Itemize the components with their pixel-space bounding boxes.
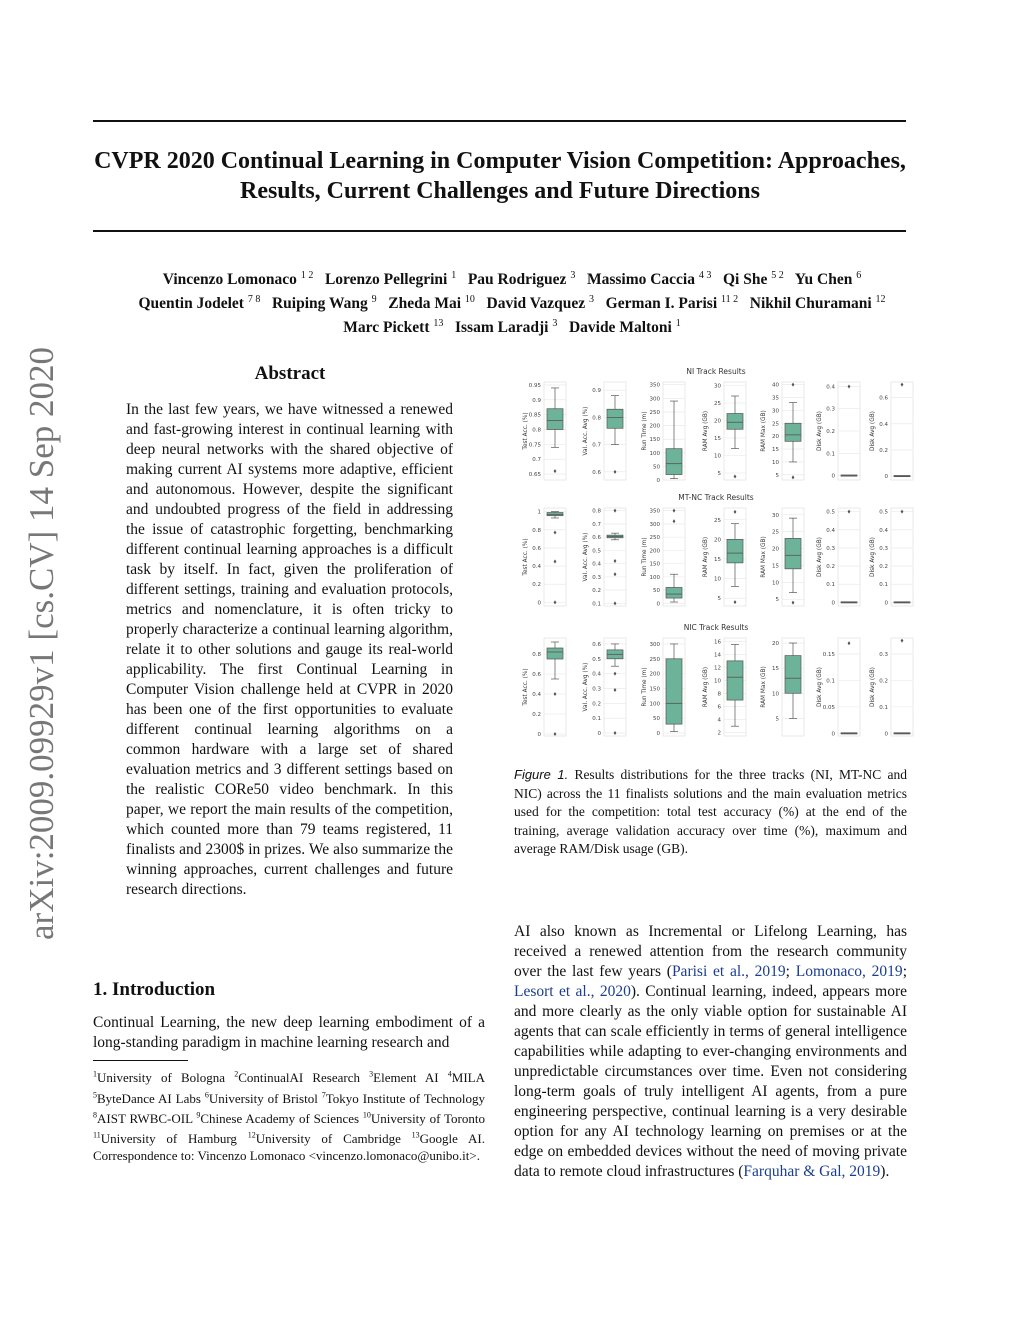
plot-area xyxy=(891,638,913,736)
tick-label: 15 xyxy=(714,436,721,442)
tick-label: 0 xyxy=(831,731,835,738)
tick-label: 5 xyxy=(775,597,779,604)
tick-label: 0.75 xyxy=(528,442,541,449)
tick-label: 10 xyxy=(714,678,721,685)
axis-label: RAM Avg (GB) xyxy=(703,666,709,708)
tick-label: 0.2 xyxy=(532,712,541,718)
axis-label: Run Time (m) xyxy=(642,537,648,577)
tick-label: 0 xyxy=(884,600,888,607)
author: Quentin Jodelet $^{7 8}$ xyxy=(138,294,261,313)
tick-label: 0.1 xyxy=(826,678,835,685)
tick-label: 0.8 xyxy=(532,652,541,658)
tick-label: 0.1 xyxy=(592,601,601,608)
tick-label: 0.4 xyxy=(826,527,835,534)
axis-label: Val. Acc. Avg (%) xyxy=(583,532,589,582)
affiliation: $^1$University of Bologna xyxy=(93,1070,235,1086)
tick-label: 20 xyxy=(714,418,721,425)
tick-label: 250 xyxy=(649,409,660,416)
affiliation: $^6$University of Bristol xyxy=(204,1090,322,1106)
box xyxy=(666,587,682,598)
tick-label: 0 xyxy=(656,601,660,608)
citation-link[interactable]: Lomonaco, 2019 xyxy=(795,963,903,980)
tick-label: 10 xyxy=(714,576,721,583)
top-rule xyxy=(93,120,906,122)
box xyxy=(727,414,743,430)
tick-label: 0.3 xyxy=(879,545,888,552)
tick-label: 0.1 xyxy=(879,582,888,589)
box xyxy=(785,423,801,441)
tick-label: 0 xyxy=(884,474,888,481)
tick-label: 100 xyxy=(649,574,660,581)
tick-label: 0.6 xyxy=(592,641,601,648)
tick-label: 15 xyxy=(714,556,721,563)
tick-label: 0 xyxy=(884,731,888,738)
affiliation: $^9$Chinese Academy of Sciences xyxy=(196,1110,363,1126)
axis-label: RAM Avg (GB) xyxy=(703,536,709,578)
tick-label: 0.85 xyxy=(528,412,541,419)
tick-label: 10 xyxy=(714,453,721,460)
tick-label: 15 xyxy=(772,666,779,673)
tick-label: 40 xyxy=(772,382,779,389)
plot-area xyxy=(838,638,860,736)
author-line-2 xyxy=(70,290,954,314)
tick-label: 150 xyxy=(649,437,660,444)
citation-link[interactable]: Parisi et al., 2019 xyxy=(671,963,786,980)
tick-label: 0 xyxy=(537,732,541,738)
tick-label: 0.6 xyxy=(879,395,888,402)
tick-label: 0.3 xyxy=(879,651,888,658)
axis-label: Test Acc. (%) xyxy=(523,668,529,706)
tick-label: 50 xyxy=(653,464,660,471)
tick-label: 0.2 xyxy=(826,564,835,571)
affiliation: $^4$MILA xyxy=(447,1070,485,1086)
tick-label: 200 xyxy=(649,548,660,555)
subplot-title: NIC Track Results xyxy=(683,623,749,632)
body-text: ). xyxy=(880,1163,890,1180)
tick-label: 15 xyxy=(772,447,779,454)
affiliation: $^8$AIST RWBC-OIL xyxy=(93,1110,197,1126)
tick-label: 0.8 xyxy=(532,527,541,534)
author: Massimo Caccia $^{4 3}$ xyxy=(586,270,712,289)
plot-area xyxy=(891,382,913,480)
tick-label: 0.8 xyxy=(532,427,541,434)
tick-label: 300 xyxy=(649,396,660,403)
tick-label: 0.2 xyxy=(879,447,888,454)
tick-label: 0.5 xyxy=(826,509,835,516)
author: Yu Chen $^6$ xyxy=(794,270,862,289)
tick-label: 0.6 xyxy=(532,672,541,678)
tick-label: 0.4 xyxy=(879,421,888,428)
axis-label: RAM Max (GB) xyxy=(761,666,767,708)
author: Lorenzo Pellegrini $^1$ xyxy=(324,270,457,289)
tick-label: 35 xyxy=(772,395,779,402)
tick-label: 30 xyxy=(714,383,721,390)
tick-label: 0.1 xyxy=(879,704,888,711)
axis-label: Test Acc. (%) xyxy=(523,412,529,450)
tick-label: 200 xyxy=(649,423,660,430)
tick-label: 0.9 xyxy=(532,397,541,404)
introduction-text: Continual Learning, the new deep learning embodiment of a long-standing paradigm in machine learning research and xyxy=(93,1014,485,1051)
title-bottom-rule xyxy=(93,230,906,232)
tick-label: 0.6 xyxy=(532,545,541,552)
tick-label: 0.7 xyxy=(592,442,601,449)
author: Pau Rodriguez $^3$ xyxy=(467,270,576,289)
tick-label: 0.8 xyxy=(592,415,601,422)
tick-label: 0.3 xyxy=(592,686,601,693)
tick-label: 25 xyxy=(772,529,779,536)
plot-area xyxy=(838,508,860,606)
box xyxy=(727,539,743,563)
tick-label: 0.4 xyxy=(532,692,541,698)
body-text: ). Continual learning, indeed, appears more and more clearly as the only viable option for sustainable AI agents that can scale efficiently in terms of general intelligence capabilities while adapting to ever-changing environments and unpredictable circumstances over time. Even not considering long-term goals of truly intelligent AI agents, from a pure engineering perspective, continual learning is a very desirable option for any AI technology learning on premises or at the edge on embedded devices without the need of moving private data to remote cloud infrastructures ( xyxy=(514,983,907,1180)
author: Vincenzo Lomonaco $^{1 2}$ xyxy=(162,270,314,289)
tick-label: 0.05 xyxy=(822,704,835,711)
tick-label: 16 xyxy=(714,639,721,646)
affiliation: $^5$ByteDance AI Labs xyxy=(93,1090,205,1106)
affiliation: $^3$Element AI xyxy=(369,1070,448,1086)
tick-label: 0.15 xyxy=(822,651,835,658)
axis-label: Val. Acc. Avg (%) xyxy=(583,406,589,456)
tick-label: 0.4 xyxy=(879,527,888,534)
tick-label: 15 xyxy=(772,563,779,570)
axis-label: Disk Avg (GB) xyxy=(817,537,823,577)
tick-label: 250 xyxy=(649,535,660,542)
tick-label: 1 xyxy=(537,509,541,516)
title-line-2: Results, Current Challenges and Future Directions xyxy=(239,178,760,204)
tick-label: 0.5 xyxy=(879,509,888,516)
tick-label: 0 xyxy=(656,731,660,738)
box xyxy=(666,449,682,475)
tick-label: 20 xyxy=(714,537,721,544)
affiliation: $^{12}$University of Cambridge xyxy=(247,1130,412,1147)
tick-label: 30 xyxy=(772,512,779,519)
tick-label: 350 xyxy=(649,508,660,515)
box xyxy=(666,659,682,724)
box xyxy=(547,648,563,659)
plot-area xyxy=(891,508,913,606)
tick-label: 0.95 xyxy=(528,382,541,389)
axis-label: Disk Avg (GB) xyxy=(870,537,876,577)
tick-label: 50 xyxy=(653,716,660,723)
axis-label: Disk Avg (GB) xyxy=(870,667,876,707)
author: Zheda Mai $^{10}$ xyxy=(388,294,475,313)
tick-label: 250 xyxy=(649,656,660,663)
tick-label: 0.6 xyxy=(592,469,601,476)
tick-label: 0.5 xyxy=(592,548,601,555)
tick-label: 12 xyxy=(714,665,721,672)
tick-label: 5 xyxy=(717,471,721,477)
box xyxy=(547,409,563,430)
axis-label: RAM Max (GB) xyxy=(761,410,767,452)
affiliation: $^{10}$University of Toronto xyxy=(362,1110,485,1126)
tick-label: 10 xyxy=(772,691,779,698)
tick-label: 0.6 xyxy=(592,535,601,542)
axis-label: Disk Avg (GB) xyxy=(870,411,876,451)
body-text: ; xyxy=(785,963,796,980)
tick-label: 30 xyxy=(772,408,779,415)
axis-label: Val. Acc. Avg (%) xyxy=(583,662,589,712)
tick-label: 50 xyxy=(653,588,660,595)
author-line-1 xyxy=(70,266,954,290)
tick-label: 0 xyxy=(537,600,541,607)
author: Ruiping Wang $^9$ xyxy=(271,294,377,313)
tick-label: 0.5 xyxy=(592,656,601,663)
abstract-heading: Abstract xyxy=(254,363,326,384)
axis-label: Disk Avg (GB) xyxy=(817,667,823,707)
tick-label: 0.9 xyxy=(592,388,601,395)
tick-label: 10 xyxy=(772,580,779,587)
box xyxy=(727,661,743,700)
plot-area xyxy=(604,508,626,606)
tick-label: 100 xyxy=(649,450,660,457)
subplot-title: MT-NC Track Results xyxy=(678,493,754,502)
introduction-heading: 1. Introduction xyxy=(93,979,216,1000)
footnote-rule xyxy=(93,1060,188,1061)
citation-link[interactable]: Lesort et al., 2020 xyxy=(514,983,631,1000)
tick-label: 14 xyxy=(714,652,721,659)
author: David Vazquez $^3$ xyxy=(486,294,595,313)
figure-label: Figure 1. xyxy=(514,767,569,782)
tick-label: 0.1 xyxy=(592,716,601,723)
abstract-text: In the last few years, we have witnessed a renewed and fast-growing interest in continual learning with deep neural networks with the shared objective of making current AI systems more adaptive, efficient and autonomous. However, despite the significant and undoubted progress of the field in addressing the issue of catastrophic forgetting, benchmarking different continual learning approaches is a difficult task by itself. In fact, given the proliferation of different settings, training and evaluation protocols, metrics and nomenclature, it is often tricky to properly characterize a continual learning algorithm, relate it to other solutions and gauge its real-world applicability. The first Continual Learning in Computer Vision challenge held at CVPR in 2020 has been one of the first opportunities to evaluate different continual learning algorithms on a common hardware with a large set of shared evaluation metrics and 3 different settings based on the realistic CORe50 video benchmark. In this paper, we report the main results of the competition, which counted more than 79 teams registered, 11 finalists and 2300$ in prizes. We also summarize the winning approaches, current challenges and future research directions. xyxy=(126,401,453,898)
tick-label: 350 xyxy=(649,382,660,389)
affiliation: $^2$ContinualAI Research xyxy=(234,1070,370,1086)
tick-label: 25 xyxy=(714,401,721,407)
title-line-1: CVPR 2020 Continual Learning in Computer Vision Competition: Approaches, xyxy=(94,148,906,174)
tick-label: 200 xyxy=(649,671,660,678)
box xyxy=(785,538,801,568)
tick-label: 0 xyxy=(597,731,601,738)
tick-label: 150 xyxy=(649,561,660,568)
author-line-3 xyxy=(70,314,954,338)
tick-label: 25 xyxy=(714,517,721,524)
author: Qi She $^{5 2}$ xyxy=(722,270,784,289)
tick-label: 0.3 xyxy=(826,406,835,413)
figure-caption xyxy=(514,766,907,859)
axis-label: Disk Avg (GB) xyxy=(817,411,823,451)
author: Nikhil Churamani $^{12}$ xyxy=(749,294,886,313)
tick-label: 0.7 xyxy=(592,521,601,528)
body-text: ; xyxy=(902,963,907,980)
tick-label: 4 xyxy=(717,717,721,724)
tick-label: 5 xyxy=(775,472,779,479)
tick-label: 300 xyxy=(649,521,660,528)
tick-label: 0 xyxy=(656,478,660,484)
axis-label: Test Acc. (%) xyxy=(523,538,529,576)
tick-label: 20 xyxy=(772,546,779,553)
author: Marc Pickett $^{13}$ xyxy=(343,318,444,337)
figure-1 xyxy=(508,362,908,747)
tick-label: 6 xyxy=(717,704,721,711)
tick-label: 0.4 xyxy=(532,564,541,571)
box xyxy=(785,656,801,694)
tick-label: 150 xyxy=(649,686,660,693)
tick-label: 300 xyxy=(649,641,660,648)
tick-label: 100 xyxy=(649,701,660,708)
tick-label: 0.1 xyxy=(826,582,835,589)
axis-label: RAM Avg (GB) xyxy=(703,410,709,452)
axis-label: RAM Max (GB) xyxy=(761,536,767,578)
tick-label: 0.65 xyxy=(528,472,541,479)
author-list xyxy=(70,266,954,338)
figure-caption-text: Results distributions for the three tracks (NI, MT-NC and NIC) across the 11 finalists solutions and the main evaluation metrics used for the competition: total test accuracy (%) at the end of the training, average validation accuracy over time (%), maximum and average RAM/Disk usage (GB). xyxy=(514,767,908,856)
citation-link[interactable]: Farquhar & Gal, 2019 xyxy=(743,1163,881,1180)
tick-label: 0.2 xyxy=(592,701,601,708)
tick-label: 0 xyxy=(831,600,835,607)
tick-label: 25 xyxy=(772,421,779,428)
tick-label: 0.8 xyxy=(592,508,601,515)
tick-label: 0.3 xyxy=(592,574,601,581)
tick-label: 0.2 xyxy=(879,678,888,685)
affiliation: $^7$Tokyo Institute of Technology xyxy=(321,1090,485,1106)
subplot-title: NI Track Results xyxy=(686,367,746,376)
tick-label: 0 xyxy=(831,473,835,480)
tick-label: 0.1 xyxy=(826,451,835,458)
paper-title xyxy=(80,146,920,206)
tick-label: 20 xyxy=(772,434,779,441)
author: German I. Parisi $^{11 2}$ xyxy=(605,294,739,313)
author: Davide Maltoni $^1$ xyxy=(568,318,681,337)
tick-label: 20 xyxy=(772,641,779,648)
tick-label: 5 xyxy=(717,596,721,603)
box xyxy=(607,409,623,428)
tick-label: 0.4 xyxy=(592,671,601,678)
affiliation: $^{13}$Google AI. xyxy=(411,1130,485,1147)
axis-label: Run Time (m) xyxy=(642,411,648,451)
right-column-text xyxy=(514,922,907,1182)
author: Issam Laradji $^3$ xyxy=(454,318,558,337)
affiliations-footnote xyxy=(93,1066,485,1164)
tick-label: 8 xyxy=(717,691,721,698)
tick-label: 0.2 xyxy=(532,582,541,589)
arxiv-stamp[interactable]: arXiv:2009.09929v1 [cs.CV] 14 Sep 2020 xyxy=(22,346,61,940)
tick-label: 0.2 xyxy=(826,429,835,435)
tick-label: 0.2 xyxy=(879,564,888,571)
tick-label: 0.2 xyxy=(592,588,601,595)
tick-label: 0.4 xyxy=(826,384,835,391)
body-text: AI also known as Incremental or Lifelong Learning, has received a renewed attention from the research community over the last few years ( xyxy=(514,923,907,980)
axis-label: Run Time (m) xyxy=(642,667,648,707)
correspondence: Correspondence to: Vincenzo Lomonaco <vincenzo.lomonaco@unibo.it>. xyxy=(93,1148,480,1164)
tick-label: 5 xyxy=(775,716,779,723)
tick-label: 10 xyxy=(772,459,779,466)
tick-label: 0.7 xyxy=(532,457,541,464)
plot-area xyxy=(544,508,566,606)
tick-label: 2 xyxy=(717,730,721,737)
tick-label: 0.4 xyxy=(592,561,601,568)
tick-label: 0.3 xyxy=(826,545,835,552)
affiliation: $^{11}$University of Hamburg xyxy=(93,1130,248,1147)
